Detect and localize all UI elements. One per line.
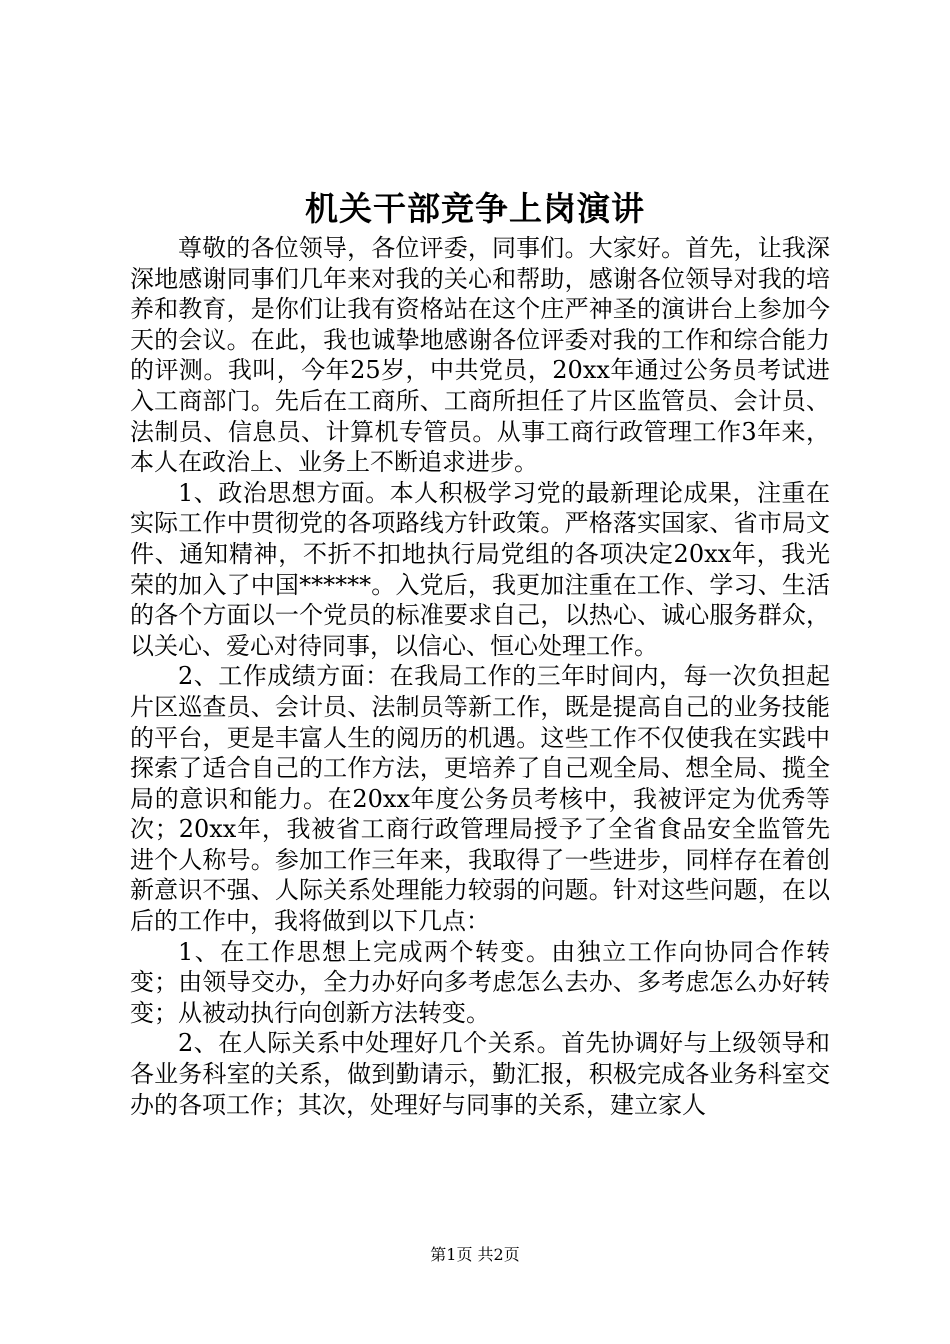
document-body (130, 233, 830, 1120)
paragraph-work-attitude: 1、在工作思想上完成两个转变。由独立工作向协同合作转变；由领导交办，全力办好向多考虑怎么去办、多考虑怎么办好转变；从被动执行向创新方法转变。 (130, 937, 830, 1027)
document-title: 机关干部竞争上岗演讲 (305, 189, 645, 228)
paragraph-relationships: 2、在人际关系中处理好几个关系。首先协调好与上级领导和各业务科室的关系，做到勤请示，勤汇报，积极完成各业务科室交办的各项工作；其次，处理好与同事的关系，建立家人 (130, 1029, 830, 1119)
paragraph-greeting: 尊敬的各位领导，各位评委，同事们。大家好。首先，让我深深地感谢同事们几年来对我的关心和帮助，感谢各位领导对我的培养和教育，是你们让我有资格站在这个庄严神圣的演讲台上参加今天的会议。在此，我也诚挚地感谢各位评委对我的工作和综合能力的评测。我叫，今年25岁，中共党员，20xx年通过公务员考试进入工商部门。先后在工商所、工商所担任了片区监管员、会计员、法制员、信息员、计算机专管员。从事工商行政管理工作3年来，本人在政治上、业务上不断追求进步。 (130, 234, 830, 477)
paragraph-achievements: 2、工作成绩方面：在我局工作的三年时间内，每一次负担起片区巡查员、会计员、法制员等新工作，既是提高自己的业务技能的平台，更是丰富人生的阅历的机遇。这些工作不仅使我在实践中探索了适合自己的工作方法，更培养了自己观全局、想全局、揽全局的意识和能力。在20xx年度公务员考核中，我被评定为优秀等次；20xx年，我被省工商行政管理局授予了全省食品安全监管先进个人称号。参加工作三年来，我取得了一些进步，同样存在着创新意识不强、人际关系处理能力较弱的问题。针对这些问题，在以后的工作中，我将做到以下几点： (130, 662, 830, 936)
paragraph-political: 1、政治思想方面。本人积极学习党的最新理论成果，注重在实际工作中贯彻党的各项路线方针政策。严格落实国家、省市局文件、通知精神，不折不扣地执行局党组的各项决定20xx年，我光荣的加入了中国******。入党后，我更加注重在工作、学习、生活的各个方面以一个党员的标准要求自己，以热心、诚心服务群众，以关心、爱心对待同事，以信心、恒心处理工作。 (130, 478, 830, 660)
page-number: 第1页 共2页 (430, 1245, 520, 1264)
